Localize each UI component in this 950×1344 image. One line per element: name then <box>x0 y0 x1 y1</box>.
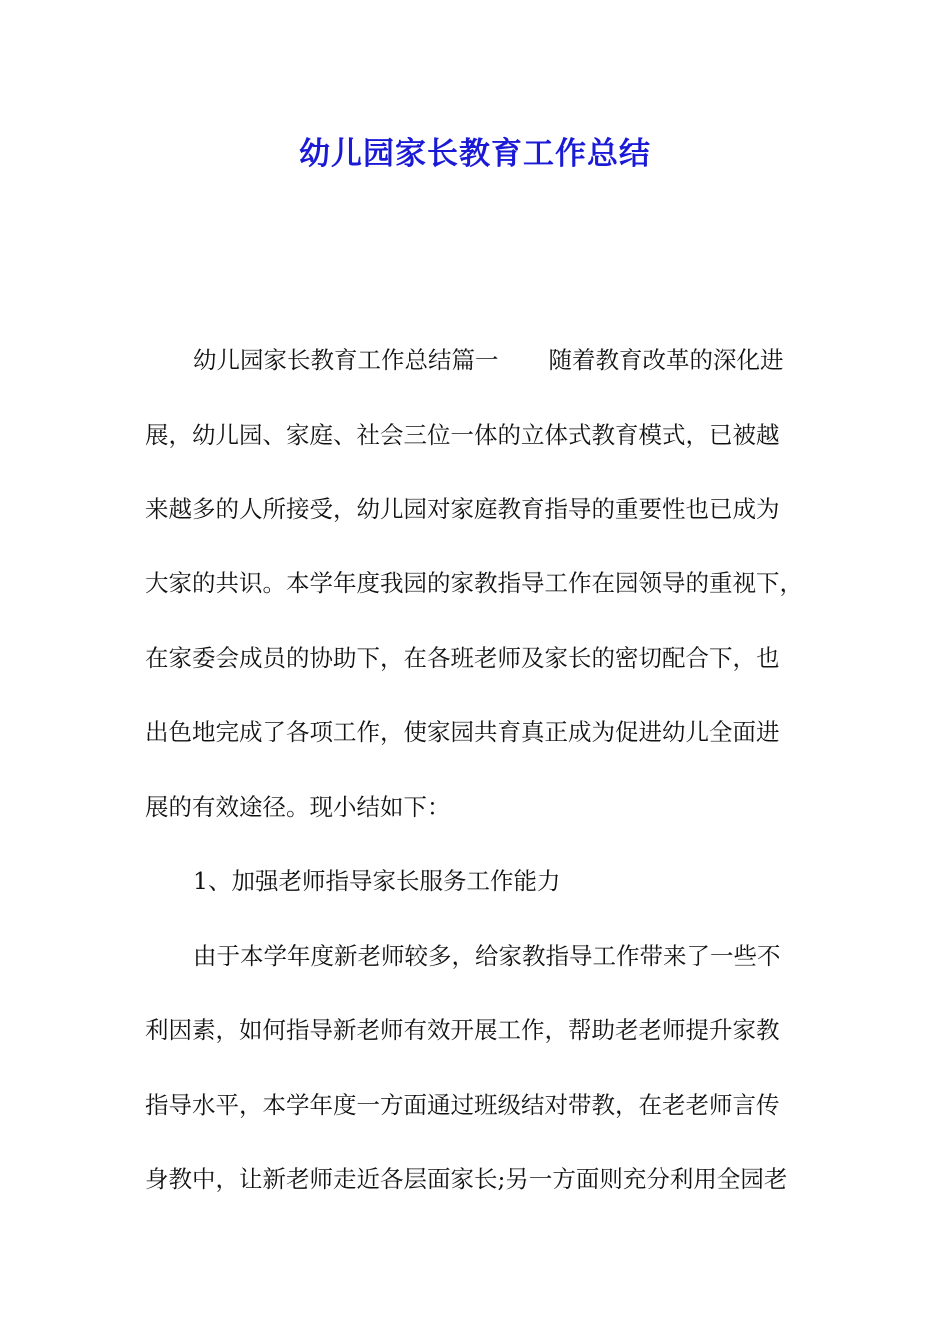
paragraph-line: 展的有效途径。现小结如下： <box>145 793 451 821</box>
document-title: 幼儿园家长教育工作总结 <box>299 136 651 172</box>
paragraph-line: 在家委会成员的协助下，在各班老师及家长的密切配合下，也 <box>145 644 780 672</box>
paragraph-line: 指导水平，本学年度一方面通过班级结对带教，在老老师言传 <box>145 1091 780 1119</box>
subheading: 1、加强老师指导家长服务工作能力 <box>193 867 561 895</box>
paragraph-line: 大家的共识。本学年度我园的家教指导工作在园领导的重视下， <box>145 569 803 597</box>
paragraph-line: 来越多的人所接受，幼儿园对家庭教育指导的重要性也已成为 <box>145 495 780 523</box>
section-heading: 幼儿园家长教育工作总结篇一 <box>193 346 499 374</box>
paragraph-line: 身教中，让新老师走近各层面家长;另一方面则充分利用全园老 <box>145 1165 788 1193</box>
paragraph-text: 随着教育改革的深化进 <box>548 346 784 374</box>
paragraph-line <box>193 342 873 378</box>
paragraph-line: 出色地完成了各项工作，使家园共育真正成为促进幼儿全面进 <box>145 718 780 746</box>
paragraph-line: 展，幼儿园、家庭、社会三位一体的立体式教育模式，已被越 <box>145 421 780 449</box>
paragraph-line: 利因素，如何指导新老师有效开展工作，帮助老老师提升家教 <box>145 1016 780 1044</box>
paragraph-line: 由于本学年度新老师较多，给家教指导工作带来了一些不 <box>193 942 781 970</box>
